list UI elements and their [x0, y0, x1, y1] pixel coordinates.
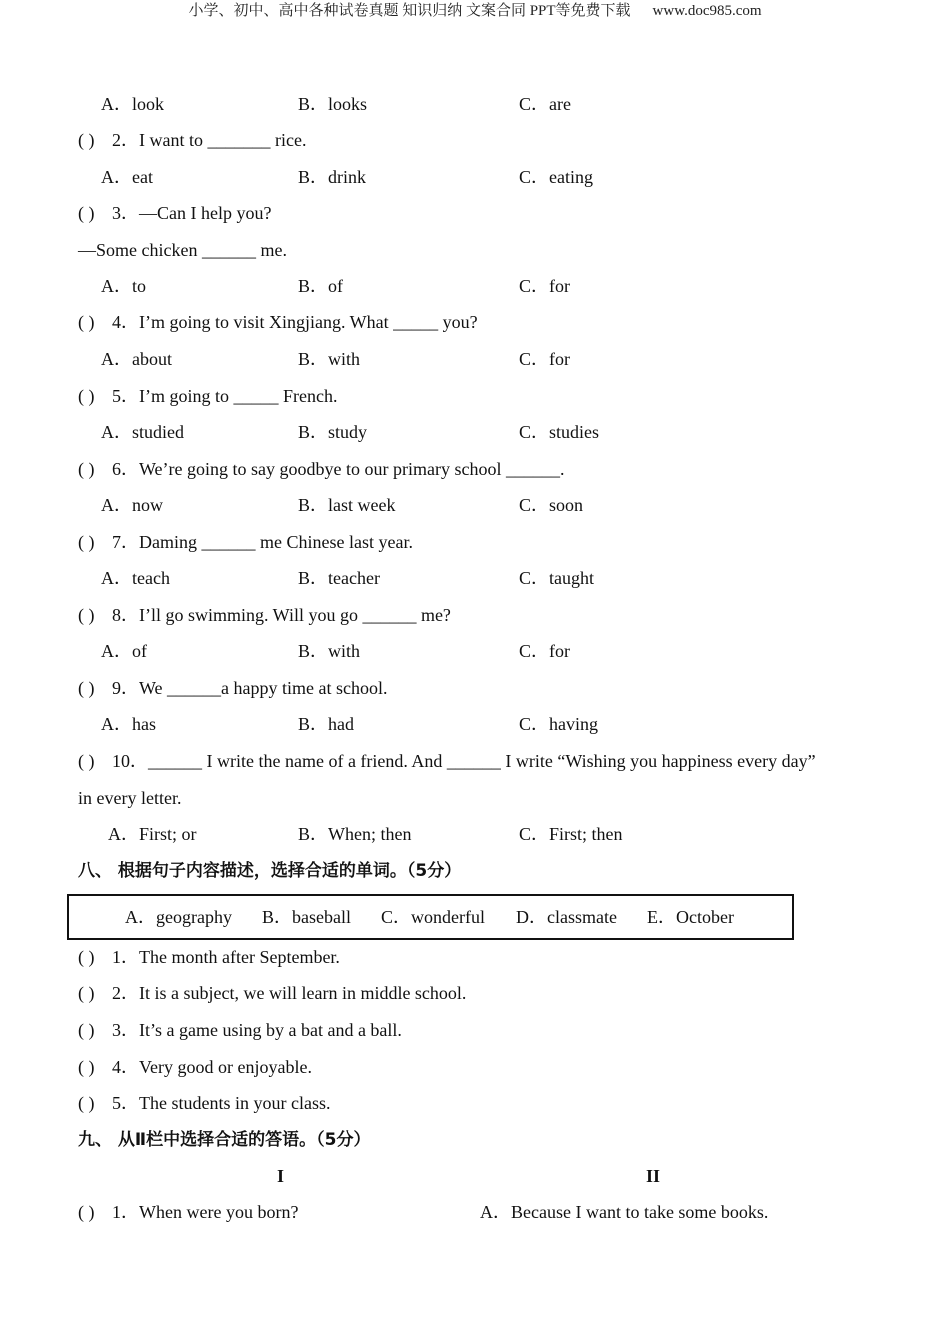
- answer-bracket: ( ): [78, 947, 95, 967]
- q2-option-c: C．eating: [519, 167, 593, 187]
- word-bank-item: B．baseball: [262, 907, 351, 927]
- word-bank-box: [67, 894, 794, 940]
- s9-question-1: ( ) 1．When were you born?: [78, 1202, 299, 1222]
- q2-option-a: A．eat: [101, 167, 153, 187]
- word-bank-item: C．wonderful: [381, 907, 485, 927]
- q5-option-c: C．studies: [519, 422, 600, 442]
- q2-option-b: B．drink: [298, 167, 367, 187]
- q4-option-b: B．with: [298, 349, 361, 369]
- answer-bracket: ( ): [78, 1057, 95, 1077]
- answer-bracket: ( ): [78, 130, 95, 150]
- answer-bracket: ( ): [78, 751, 95, 771]
- question-6: ( ) 6．We’re going to say goodbye to our primary school ______.: [78, 459, 565, 479]
- q4-option-a: A．about: [101, 349, 172, 369]
- q1-option-b: B．looks: [298, 94, 368, 114]
- q7-option-a: A．teach: [101, 568, 170, 588]
- q10-option-c: C．First; then: [519, 824, 623, 844]
- section-9-title: 九、 从Ⅱ栏中选择合适的答语。（5分）: [78, 1130, 371, 1150]
- q6-option-a: A．now: [101, 495, 163, 515]
- q5-option-b: B．study: [298, 422, 368, 442]
- question-10-line-2: in every letter.: [78, 788, 182, 808]
- q7-option-b: B．teacher: [298, 568, 380, 588]
- q9-option-c: C．having: [519, 714, 598, 734]
- answer-bracket: ( ): [78, 312, 95, 332]
- question-5: ( ) 5．I’m going to _____ French.: [78, 386, 338, 406]
- section-8-title: 八、 根据句子内容描述，选择合适的单词。（5分）: [78, 861, 462, 881]
- answer-bracket: ( ): [78, 983, 95, 1003]
- question-10: ( ) 10．______ I write the name of a friend. And ______ I write “Wishing you happiness every day”: [78, 751, 816, 771]
- column-i-heading: I: [277, 1166, 285, 1186]
- q8-option-c: C．for: [519, 641, 570, 661]
- q8-option-a: A．of: [101, 641, 147, 661]
- q10-option-b: B．When; then: [298, 824, 412, 844]
- word-bank-item: E．October: [647, 907, 734, 927]
- q8-option-b: B．with: [298, 641, 361, 661]
- q7-option-c: C．taught: [519, 568, 594, 588]
- question-8: ( ) 8．I’ll go swimming. Will you go ______ me?: [78, 605, 451, 625]
- answer-bracket: ( ): [78, 532, 95, 552]
- q4-option-c: C．for: [519, 349, 570, 369]
- q3-option-b: B．of: [298, 276, 343, 296]
- q6-option-c: C．soon: [519, 495, 584, 515]
- question-2: ( ) 2．I want to _______ rice.: [78, 130, 307, 150]
- q3-option-a: A．to: [101, 276, 146, 296]
- s8-item-3: ( ) 3．It’s a game using by a bat and a ball.: [78, 1020, 402, 1040]
- answer-bracket: ( ): [78, 459, 95, 479]
- s8-item-1: ( ) 1．The month after September.: [78, 947, 340, 967]
- answer-bracket: ( ): [78, 386, 95, 406]
- q3-option-c: C．for: [519, 276, 570, 296]
- answer-bracket: ( ): [78, 1202, 95, 1222]
- answer-bracket: ( ): [78, 1020, 95, 1040]
- s8-item-2: ( ) 2．It is a subject, we will learn in middle school.: [78, 983, 467, 1003]
- s8-item-4: ( ) 4．Very good or enjoyable.: [78, 1057, 312, 1077]
- column-ii-heading: II: [646, 1166, 661, 1186]
- word-bank-item: A．geography: [125, 907, 232, 927]
- header-text: 小学、初中、高中各种试卷真题 知识归纳 文案合同 PPT等免费下载: [188, 3, 631, 19]
- q1-option-a: A．look: [101, 94, 164, 114]
- question-9: ( ) 9．We ______a happy time at school.: [78, 678, 388, 698]
- question-3: ( ) 3．—Can I help you?: [78, 203, 272, 223]
- q9-option-b: B．had: [298, 714, 354, 734]
- question-3-line-2: —Some chicken ______ me.: [78, 240, 287, 260]
- s9-answer-a: A．Because I want to take some books.: [480, 1202, 769, 1222]
- answer-bracket: ( ): [78, 1093, 95, 1113]
- page-header: [0, 0, 950, 22]
- q9-option-a: A．has: [101, 714, 156, 734]
- question-4: ( ) 4．I’m going to visit Xingjiang. What _____ you?: [78, 312, 478, 332]
- question-7: ( ) 7．Daming ______ me Chinese last year.: [78, 532, 413, 552]
- answer-bracket: ( ): [78, 203, 95, 223]
- answer-bracket: ( ): [78, 605, 95, 625]
- q6-option-b: B．last week: [298, 495, 396, 515]
- q1-option-c: C．are: [519, 94, 571, 114]
- s8-item-5: ( ) 5．The students in your class.: [78, 1093, 331, 1113]
- header-site: www.doc985.com: [652, 3, 762, 19]
- word-bank-item: D．classmate: [516, 907, 617, 927]
- q10-option-a: A．First; or: [108, 824, 197, 844]
- q5-option-a: A．studied: [101, 422, 184, 442]
- answer-bracket: ( ): [78, 678, 95, 698]
